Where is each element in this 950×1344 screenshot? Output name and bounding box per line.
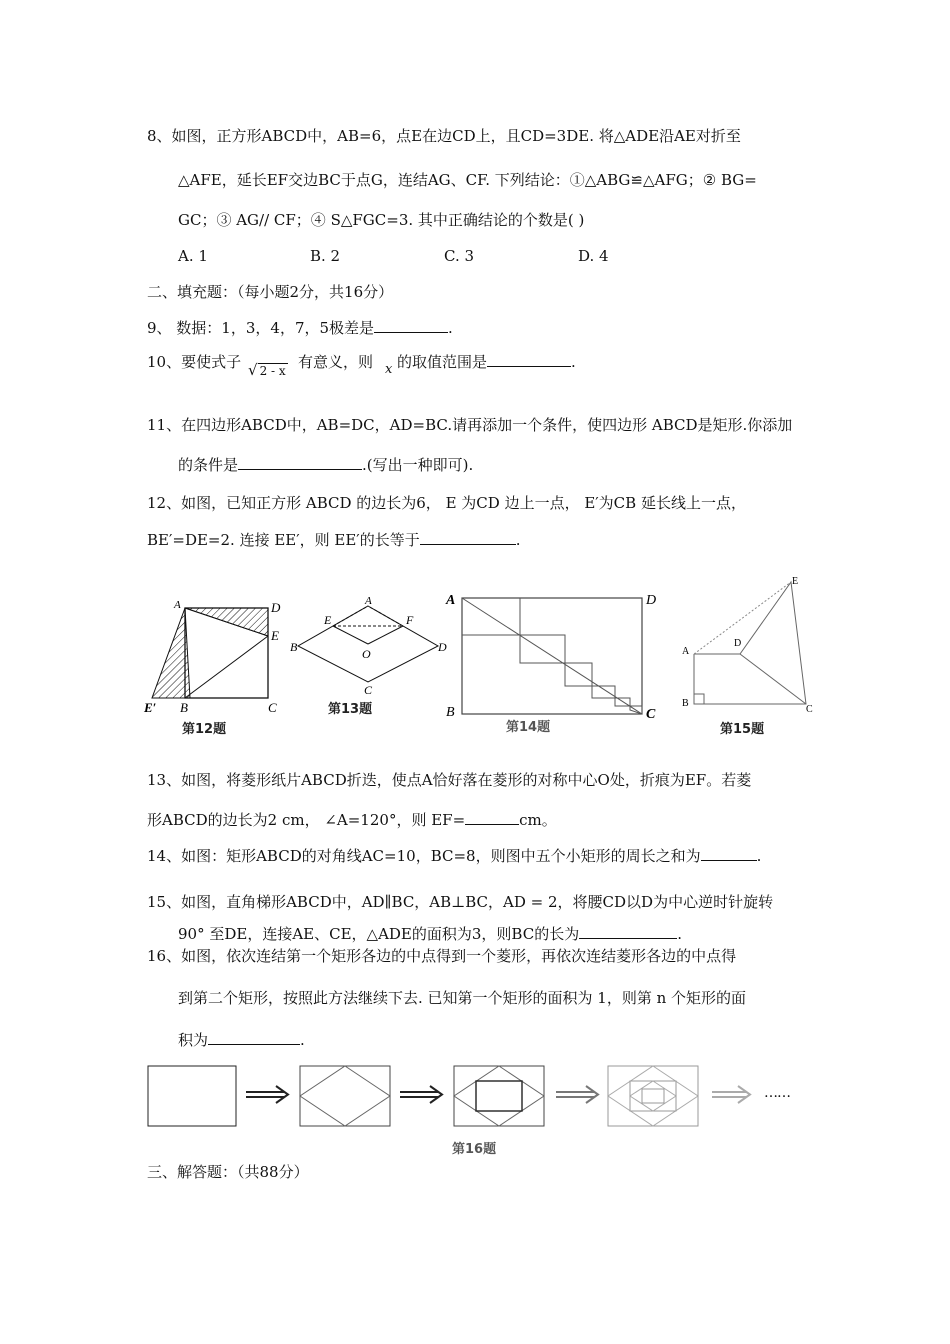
q10-var-x: x	[385, 362, 393, 377]
figure-14	[440, 588, 666, 720]
label-C: C	[806, 704, 813, 714]
q11-line2	[178, 455, 473, 475]
q11-line1: 11、在四边形ABCD中，AB=DC，AD=BC.请再添加一个条件，使四边形 ABCD是矩形.你添加	[147, 416, 793, 434]
label-B: B	[290, 640, 298, 654]
q8-line3: GC；③ AG// CF；④ S△FGC=3. 其中正确结论的个数是( )	[178, 211, 585, 229]
radicand: 2 - x	[259, 364, 286, 378]
q13-line2	[147, 810, 557, 830]
label-A: A	[682, 646, 690, 657]
label-D: D	[734, 638, 742, 649]
answer-blank	[701, 846, 757, 861]
caption-15: 第15题	[720, 722, 765, 737]
label-A: A	[365, 596, 372, 607]
label-B: B	[180, 700, 188, 715]
q9-text: 9、 数据：1，3，4，7，5极差是	[147, 319, 375, 337]
answer-blank	[208, 1030, 300, 1045]
label-E: E	[324, 613, 332, 627]
label-O: O	[362, 647, 371, 661]
q15-text: 90° 至DE，连接AE、CE，△ADE的面积为3，则BC的长为	[178, 925, 580, 943]
label-D: D	[646, 593, 657, 608]
section2-heading: 二、填充题：（每小题2分，共16分）	[147, 283, 394, 301]
answer-blank	[487, 352, 571, 367]
q12-text-a: BE′=DE=2. 连接 EE′，则 EE′的长等于	[147, 531, 420, 549]
figure-15	[676, 574, 816, 714]
q9: 9、 数据：1，3，4，7，5极差是 .	[147, 319, 453, 337]
label-A: A	[446, 593, 456, 608]
q10-text-c: 的取值范围是	[397, 353, 488, 371]
q16-line2: 到第二个矩形，按照此方法继续下去. 已知第一个矩形的面积为 1，则第 n 个矩形的面	[178, 989, 747, 1007]
section3-heading: 三、解答题：（共88分）	[147, 1163, 309, 1181]
label-E-prime: E′	[144, 700, 157, 715]
q15-line1: 15、如图，直角梯形ABCD中，AD∥BC，AB⊥BC，AD = 2，将腰CD以D为中心逆时针旋转	[147, 893, 774, 911]
q16-line1: 16、如图，依次连结第一个矩形各边的中点得到一个菱形，再依次连结菱形各边的中点得	[147, 947, 737, 965]
arrow-icon	[246, 1086, 288, 1103]
arrow-icon	[556, 1086, 598, 1103]
q16-text: 积为	[178, 1031, 209, 1049]
q12-line2: BE′=DE=2. 连接 EE′，则 EE′的长等于 .	[147, 531, 521, 549]
q8-line1: 8、如图，正方形ABCD中，AB=6，点E在边CD上，且CD=3DE. 将△ADE沿AE对折至	[147, 127, 741, 145]
q13-text-b: cm。	[519, 811, 557, 829]
q11-text-b: .(写出一种即可).	[362, 456, 474, 474]
q11-text-a: 的条件是	[178, 456, 239, 474]
caption-13: 第13题	[328, 702, 373, 717]
label-A: A	[174, 599, 181, 611]
q10-text-a: 10、要使式子	[147, 353, 242, 371]
label-D: D	[438, 640, 447, 654]
answer-blank	[420, 530, 516, 545]
arrow-icon	[400, 1086, 442, 1103]
label-D: D	[271, 600, 281, 615]
arrow-icon	[712, 1086, 750, 1103]
label-F: F	[406, 613, 414, 627]
answer-blank	[238, 455, 362, 470]
q8-option-c: C. 3	[444, 247, 475, 265]
caption-16: 第16题	[452, 1142, 497, 1157]
label-B: B	[446, 705, 455, 720]
q15-line2: 90° 至DE，连接AE、CE，△ADE的面积为3，则BC的长为 .	[178, 925, 682, 943]
figure-16	[146, 1060, 806, 1130]
ellipsis: ……	[764, 1085, 790, 1101]
q16-line3: 积为 .	[178, 1031, 305, 1049]
label-B: B	[682, 698, 689, 709]
sqrt-expression: √ 2 - x	[248, 361, 286, 379]
q13-line1: 13、如图，将菱形纸片ABCD折迭，使点A恰好落在菱形的对称中心O处，折痕为EF。若菱	[147, 771, 752, 789]
figure-13	[288, 596, 448, 700]
q13-text-a: 形ABCD的边长为2 cm， ∠A=120°，则 EF=	[147, 811, 466, 829]
answer-blank	[374, 318, 448, 333]
q8-option-d: D. 4	[578, 247, 609, 265]
q10-text-b: 有意义，则	[298, 353, 374, 371]
q8-line2: △AFE，延长EF交边BC于点G，连结AG、CF. 下列结论：①△ABG≌△AFG；② BG=	[178, 171, 757, 189]
caption-12: 第12题	[182, 722, 227, 737]
label-C: C	[364, 683, 373, 697]
label-E: E	[271, 628, 279, 643]
q10	[147, 352, 241, 372]
answer-blank	[579, 924, 677, 939]
q14-text: 14、如图：矩形ABCD的对角线AC=10，BC=8，则图中五个小矩形的周长之和为	[147, 847, 701, 865]
q10-tail: 的取值范围是 .	[397, 353, 576, 371]
label-C: C	[268, 700, 277, 715]
answer-blank	[465, 810, 519, 825]
q8-option-a: A. 1	[178, 247, 208, 265]
label-C: C	[646, 707, 656, 720]
figure-12	[140, 596, 300, 720]
q12-line1: 12、如图，已知正方形 ABCD 的边长为6， E 为CD 边上一点， E′为CB 延长线上一点，	[147, 494, 746, 512]
q14: 14、如图：矩形ABCD的对角线AC=10，BC=8，则图中五个小矩形的周长之和为 .	[147, 847, 762, 865]
label-E: E	[792, 576, 799, 587]
caption-14: 第14题	[506, 720, 551, 735]
q8-option-b: B. 2	[310, 247, 341, 265]
